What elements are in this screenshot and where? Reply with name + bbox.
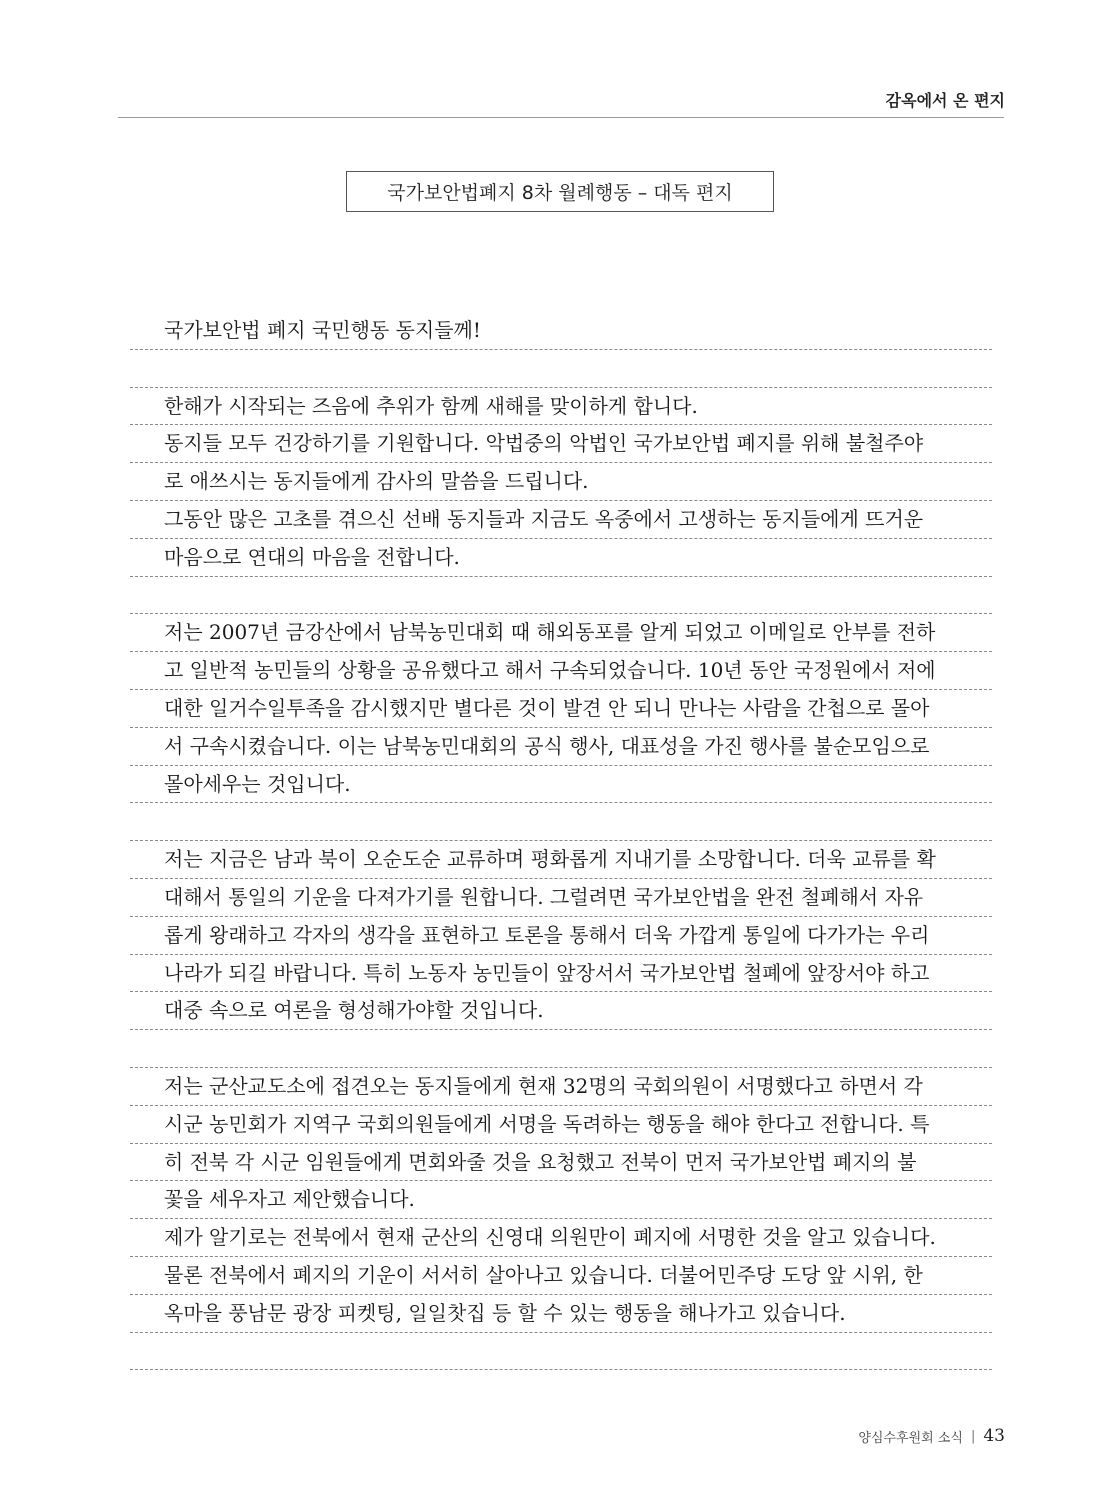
letter-line: 저는 군산교도소에 접견오는 동지들에게 현재 32명의 국회의원이 서명했다고 하면서 각 bbox=[130, 1068, 992, 1106]
letter-line: 서 구속시켰습니다. 이는 남북농민대회의 공식 행사, 대표성을 가진 행사를 불순모임으로 bbox=[130, 728, 992, 766]
page-number: 43 bbox=[983, 1426, 1005, 1446]
letter-line: 대해서 통일의 기운을 다져가기를 원합니다. 그럴려면 국가보안법을 완전 철폐해서 자유 bbox=[130, 879, 992, 917]
letter-line: 저는 지금은 남과 북이 오순도순 교류하며 평화롭게 지내기를 소망합니다. 더욱 교류를 확 bbox=[130, 841, 992, 879]
letter-line: 그동안 많은 고초를 겪으신 선배 동지들과 지금도 옥중에서 고생하는 동지들에게 뜨거운 bbox=[130, 501, 992, 539]
footer-separator: | bbox=[970, 1428, 976, 1444]
letter-line: 옥마을 풍남문 광장 피켓팅, 일일찻집 등 할 수 있는 행동을 해나가고 있습니다. bbox=[130, 1295, 992, 1333]
letter-line bbox=[130, 1030, 992, 1068]
page-footer bbox=[858, 1426, 1005, 1446]
letter-line: 시군 농민회가 지역구 국회의원들에게 서명을 독려하는 행동을 해야 한다고 전합니다. 특 bbox=[130, 1106, 992, 1144]
letter-line: 한해가 시작되는 즈음에 추위가 함께 새해를 맞이하게 합니다. bbox=[130, 388, 992, 426]
letter-line: 몰아세우는 것입니다. bbox=[130, 766, 992, 804]
letter-body bbox=[130, 312, 992, 1370]
letter-line bbox=[130, 1333, 992, 1371]
letter-title: 국가보안법폐지 8차 월례행동 – 대독 편지 bbox=[387, 182, 733, 204]
letter-line: 고 일반적 농민들의 상황을 공유했다고 해서 구속되었습니다. 10년 동안 국정원에서 저에 bbox=[130, 652, 992, 690]
letter-line: 제가 알기로는 전북에서 현재 군산의 신영대 의원만이 폐지에 서명한 것을 알고 있습니다. bbox=[130, 1219, 992, 1257]
letter-line: 동지들 모두 건강하기를 기원합니다. 악법중의 악법인 국가보안법 폐지를 위해 불철주야 bbox=[130, 425, 992, 463]
letter-line: 마음으로 연대의 마음을 전합니다. bbox=[130, 539, 992, 577]
letter-line: 꽃을 세우자고 제안했습니다. bbox=[130, 1181, 992, 1219]
header-rule bbox=[118, 117, 1004, 118]
letter-line: 나라가 되길 바랍니다. 특히 노동자 농민들이 앞장서서 국가보안법 철폐에 앞장서야 하고 bbox=[130, 955, 992, 993]
letter-line: 저는 2007년 금강산에서 남북농민대회 때 해외동포를 알게 되었고 이메일로 안부를 전하 bbox=[130, 614, 992, 652]
letter-line: 로 애쓰시는 동지들에게 감사의 말씀을 드립니다. bbox=[130, 463, 992, 501]
publication-name: 양심수후원회 소식 bbox=[858, 1430, 963, 1446]
letter-line: 물론 전북에서 폐지의 기운이 서서히 살아나고 있습니다. 더불어민주당 도당 앞 시위, 한 bbox=[130, 1257, 992, 1295]
letter-line: 히 전북 각 시군 임원들에게 면회와줄 것을 요청했고 전북이 먼저 국가보안법 폐지의 불 bbox=[130, 1144, 992, 1182]
letter-line bbox=[130, 577, 992, 615]
letter-line: 국가보안법 폐지 국민행동 동지들께! bbox=[130, 312, 992, 350]
letter-line: 대한 일거수일투족을 감시했지만 별다른 것이 발견 안 되니 만나는 사람을 간첩으로 몰아 bbox=[130, 690, 992, 728]
letter-line bbox=[130, 350, 992, 388]
section-title: 감옥에서 온 편지 bbox=[885, 91, 1005, 110]
letter-title-box bbox=[346, 171, 774, 212]
letter-line: 롭게 왕래하고 각자의 생각을 표현하고 토론을 통해서 더욱 가깝게 통일에 다가가는 우리 bbox=[130, 917, 992, 955]
letter-line bbox=[130, 803, 992, 841]
letter-line: 대중 속으로 여론을 형성해가야할 것입니다. bbox=[130, 992, 992, 1030]
